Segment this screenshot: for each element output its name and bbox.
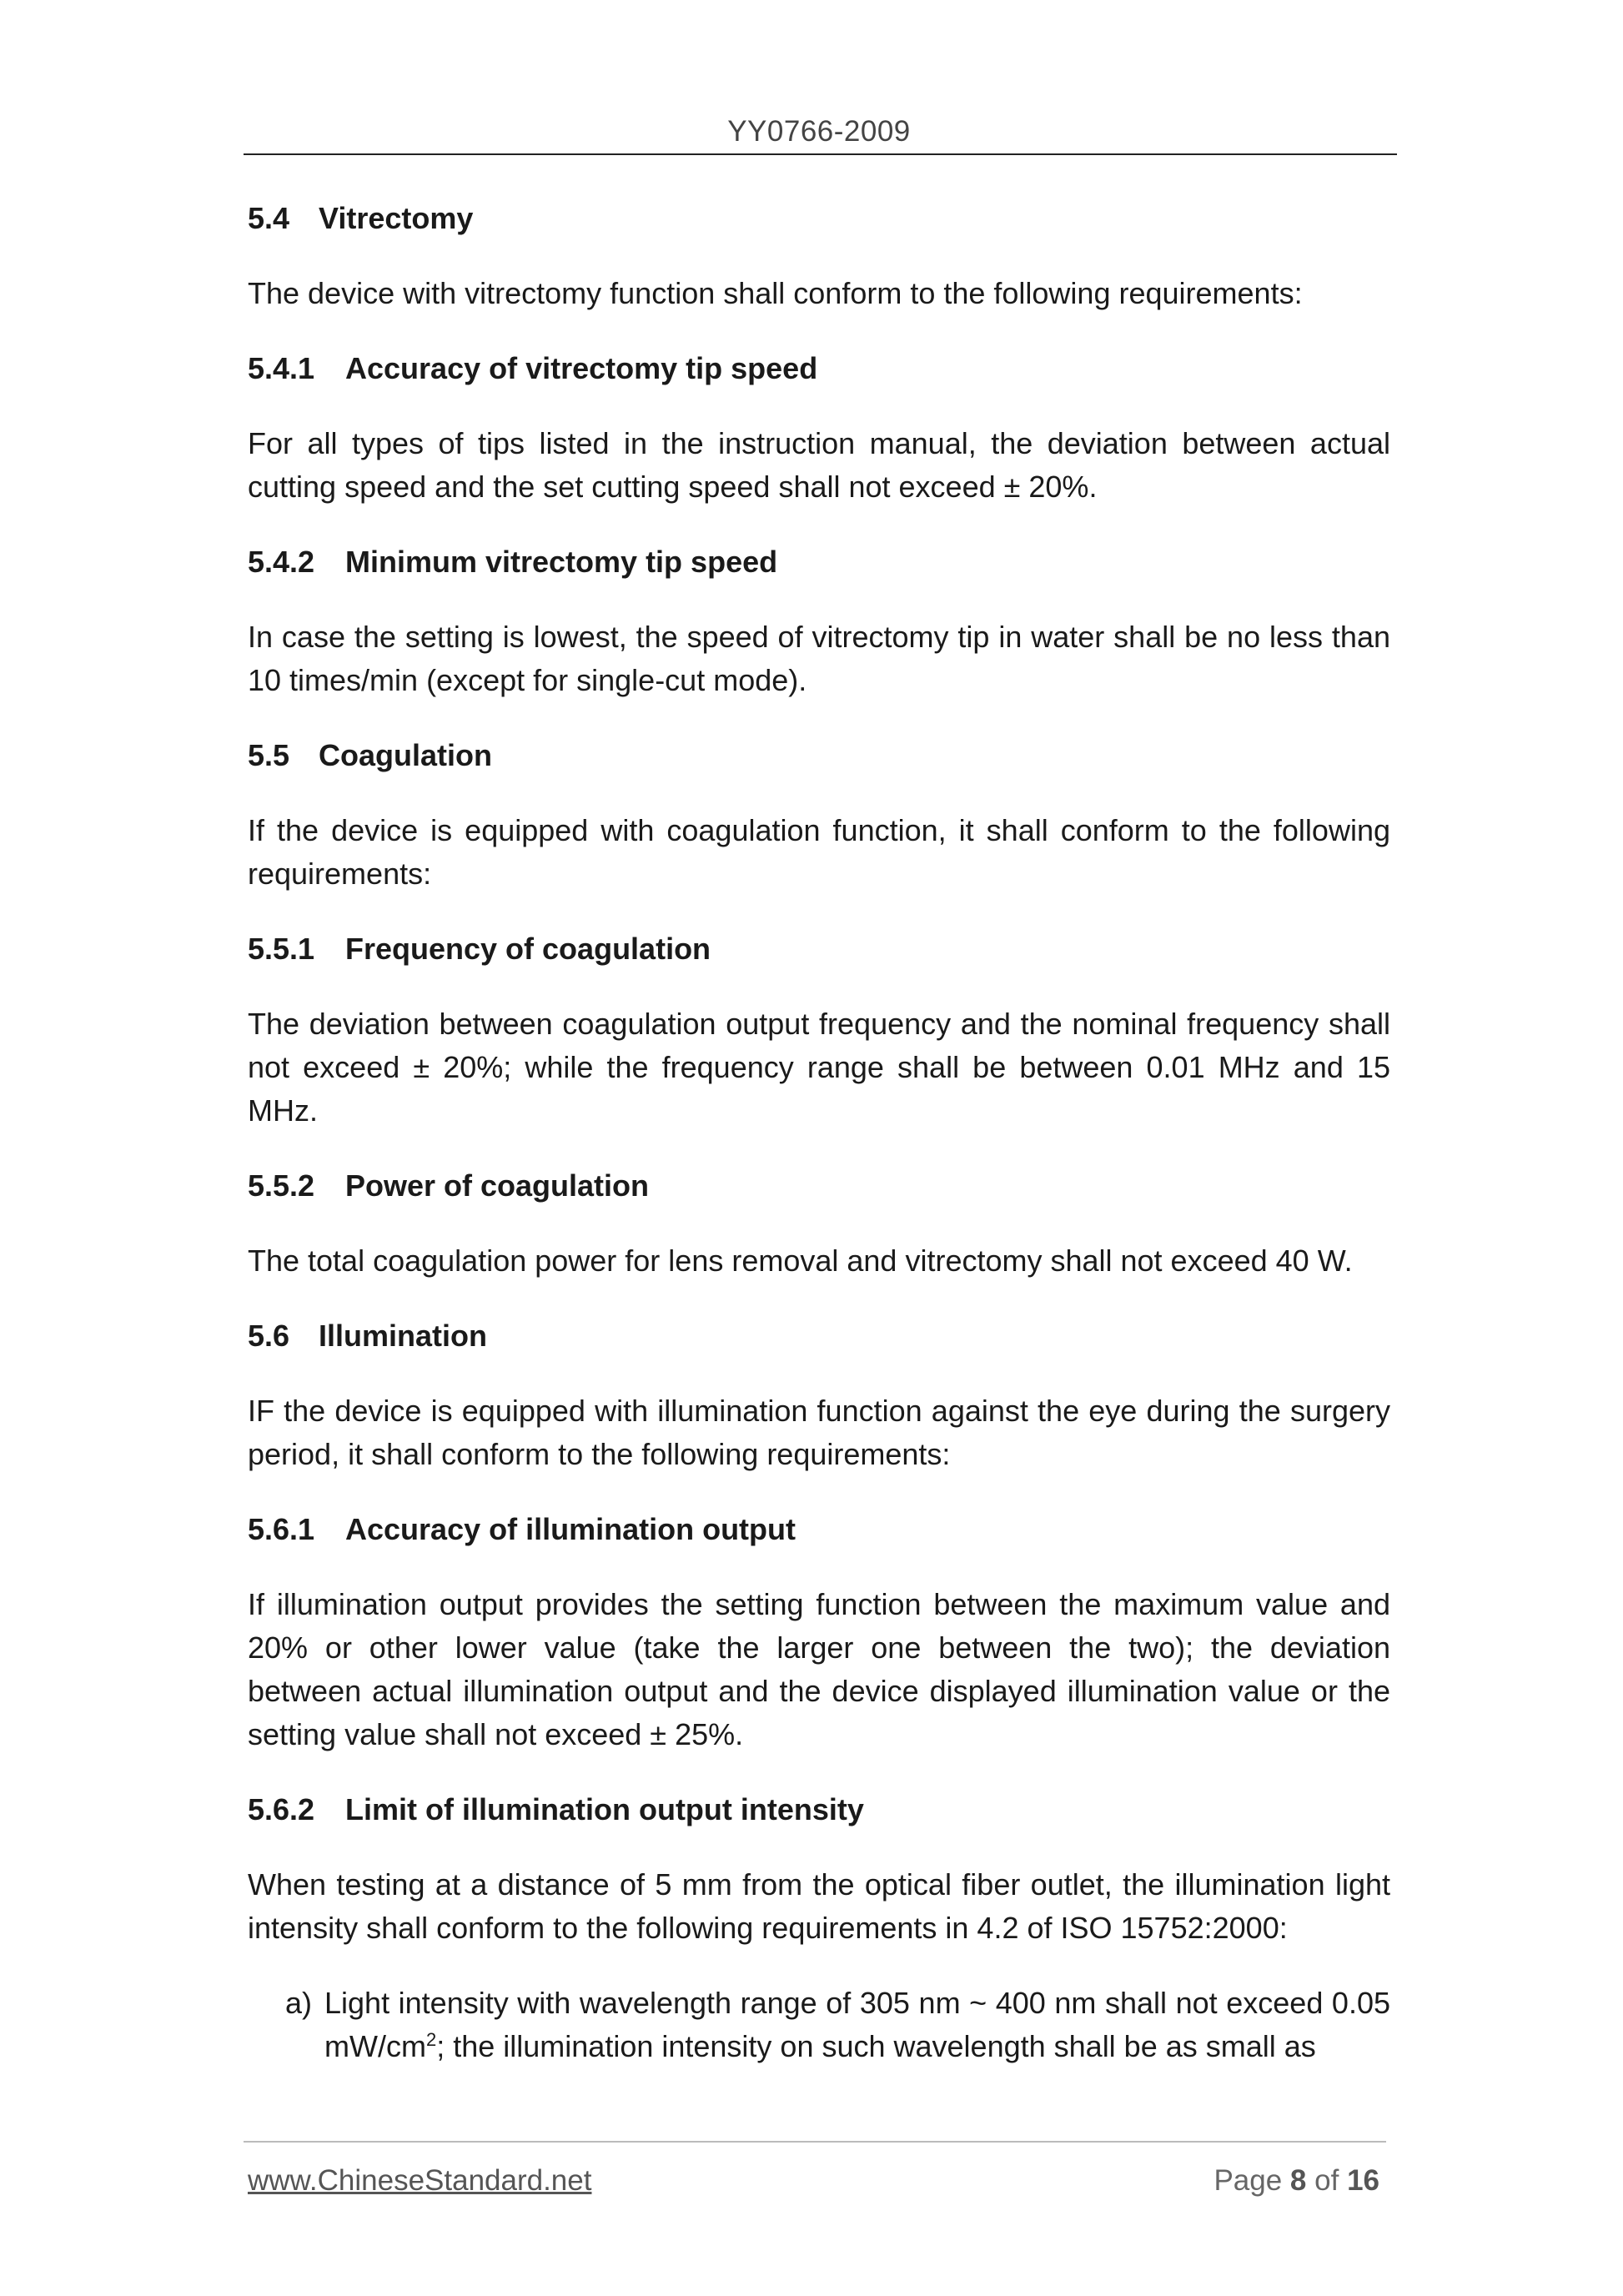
section-title: Limit of illumination output intensity [345, 1792, 864, 1826]
section-number: 5.6.2 [248, 1792, 315, 1826]
page-of-label: of [1314, 2164, 1339, 2197]
section-number: 5.5.2 [248, 1168, 315, 1203]
list-marker: a) [285, 1986, 313, 2020]
total-pages-number: 16 [1347, 2164, 1379, 2197]
website-link[interactable]: www.ChineseStandard.net [248, 2164, 592, 2197]
section-number: 5.4.2 [248, 545, 315, 579]
section-text-5-4-2: In case the setting is lowest, the speed of vitrectomy tip in water shall be no less than 10 times/min (except for single-cut mode). [248, 620, 1390, 697]
section-number: 5.5.1 [248, 932, 315, 966]
section-heading-5-5-2 [248, 1164, 1390, 1208]
document-body [248, 197, 1390, 2068]
section-heading-5-4-2 [248, 540, 1390, 584]
section-heading-5-6 [248, 1314, 1390, 1358]
section-title: Accuracy of vitrectomy tip speed [345, 351, 818, 385]
section-title: Power of coagulation [345, 1168, 650, 1203]
document-id-header: YY0766-2009 [727, 115, 911, 148]
list-text: Light intensity with wavelength range of 305 nm ~ 400 nm shall not exceed 0.05 mW/cm [324, 1986, 1390, 2063]
section-number: 5.6.1 [248, 1512, 315, 1546]
section-title: Accuracy of illumination output [345, 1512, 796, 1546]
section-heading-5-4-1 [248, 347, 1390, 390]
section-title: Vitrectomy [319, 201, 474, 235]
page-label: Page [1213, 2164, 1283, 2197]
page-indicator [1213, 2164, 1379, 2198]
section-text-5-6-1: If illumination output provides the setting function between the maximum value and 20% or other lower value (take the larger one between the two); the deviation between actual illumination output and the device displayed illumination value or the setting value shall not exceed ± 25%. [248, 1587, 1390, 1751]
section-text-5-6-2: When testing at a distance of 5 mm from the optical fiber outlet, the illumination light intensity shall conform to the following requirements in 4.2 of ISO 15752:2000: [248, 1867, 1390, 1945]
section-title: Frequency of coagulation [345, 932, 711, 966]
section-heading-5-6-2 [248, 1788, 1390, 1831]
section-number: 5.4 [248, 201, 290, 235]
section-text-5-5-1: The deviation between coagulation output frequency and the nominal frequency shall not exceed ± 20%; while the frequency range shall be between 0.01 MHz and 15 MHz. [248, 1007, 1390, 1128]
list-text-continued: ; the illumination intensity on such wavelength shall be as small as [436, 2029, 1316, 2063]
section-text-5-4-1: For all types of tips listed in the instruction manual, the deviation between actual cutting speed and the set cutting speed shall not exceed ± 20%. [248, 426, 1390, 504]
section-number: 5.4.1 [248, 351, 315, 385]
section-number: 5.5 [248, 738, 290, 772]
superscript: 2 [425, 2029, 437, 2050]
list-item-a [248, 1982, 1390, 2068]
section-intro-5-6: IF the device is equipped with illumination function against the eye during the surgery period, it shall conform to the following requirements: [248, 1394, 1390, 1471]
section-intro-5-5: If the device is equipped with coagulation function, it shall conform to the following requirements: [248, 813, 1390, 891]
section-heading-5-5 [248, 734, 1390, 777]
section-heading-5-6-1 [248, 1508, 1390, 1551]
footer-divider [244, 2141, 1386, 2143]
section-intro-5-4: The device with vitrectomy function shall conform to the following requirements: [248, 276, 1303, 310]
section-title: Illumination [319, 1319, 487, 1353]
current-page-number: 8 [1289, 2164, 1307, 2197]
section-text-5-5-2: The total coagulation power for lens removal and vitrectomy shall not exceed 40 W. [248, 1243, 1353, 1278]
section-title: Minimum vitrectomy tip speed [345, 545, 778, 579]
section-number: 5.6 [248, 1319, 290, 1353]
section-heading-5-4 [248, 197, 1390, 240]
header-divider [244, 153, 1397, 155]
section-heading-5-5-1 [248, 927, 1390, 971]
section-title: Coagulation [319, 738, 492, 772]
